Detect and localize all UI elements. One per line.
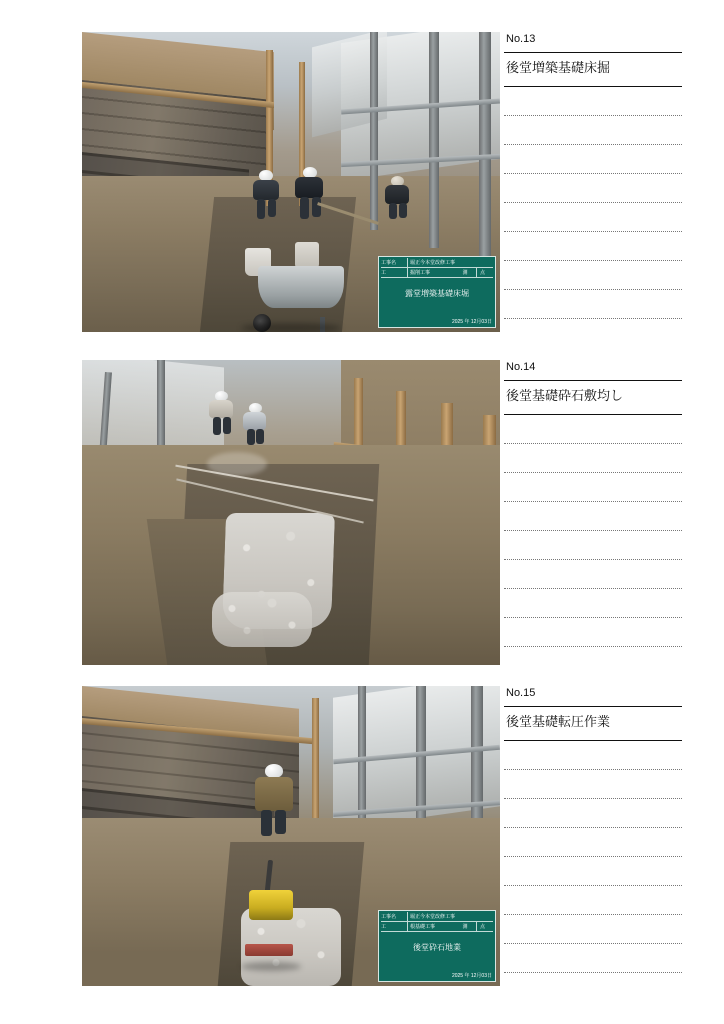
- site-photo: [82, 360, 500, 665]
- photo-number: No.14: [506, 361, 536, 373]
- photo-entry: [82, 686, 682, 986]
- photo-title: 後堂増築基礎床掘: [504, 53, 682, 87]
- note-lines: [504, 87, 682, 319]
- board-row2-value: 根基礎工事: [410, 923, 436, 930]
- photo-meta: [500, 686, 682, 986]
- board-row1-label: 工事名: [381, 912, 408, 921]
- board-main-text: 後堂砕石地業: [413, 943, 461, 952]
- board-row2-value2: 点: [480, 269, 486, 276]
- board-row2-label: 工: [381, 922, 408, 931]
- photo-number: No.15: [506, 687, 536, 699]
- board-row2-label: 工: [381, 268, 408, 277]
- photo-title: 後堂基礎転圧作業: [504, 707, 682, 741]
- photo-meta: [500, 360, 682, 665]
- board-date: 2025 年 12月03日: [451, 973, 492, 979]
- board-row2-value2: 点: [480, 923, 486, 930]
- note-lines: [504, 741, 682, 973]
- board-main-text: 露堂増築基礎床堀: [405, 289, 469, 298]
- photo-entry: [82, 32, 682, 332]
- photo-number: No.13: [506, 33, 536, 45]
- board-row1-label: 工事名: [381, 258, 408, 267]
- photo-title: 後堂基礎砕石敷均し: [504, 381, 682, 415]
- photo-meta: [500, 32, 682, 332]
- site-photo: [82, 32, 500, 332]
- board-row1-value: 堀正今本堂改修工事: [410, 913, 456, 920]
- board-row2-label2: 測: [454, 922, 477, 931]
- photo-caption-board: [378, 910, 496, 982]
- photo-caption-board: [378, 256, 496, 328]
- board-row2-label2: 測: [454, 268, 477, 277]
- note-lines: [504, 415, 682, 647]
- board-row1-value: 堀正今本堂改修工事: [410, 259, 456, 266]
- plate-compactor: [249, 890, 293, 920]
- site-photo: [82, 686, 500, 986]
- board-date: 2025 年 12月03日: [451, 319, 492, 325]
- board-row2-value: 掘削工事: [410, 269, 431, 276]
- photo-entry: [82, 360, 682, 665]
